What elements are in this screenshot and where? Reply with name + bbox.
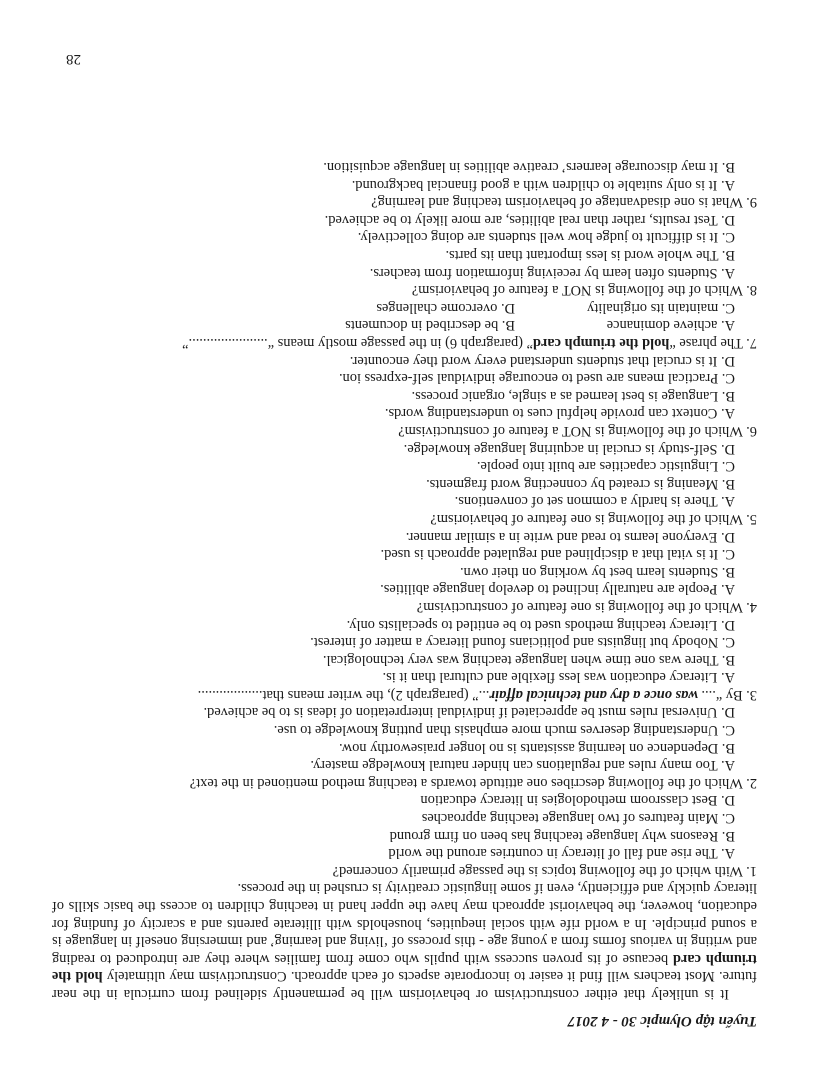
question-7-option-d: D. overcome challenges xyxy=(376,299,515,316)
question-2-option-c: C. Understanding deserves much more emphasis than putting knowledge to use. xyxy=(273,722,735,739)
page-content xyxy=(52,158,757,1030)
page-number: 28 xyxy=(66,51,81,67)
question-4-option-d: D. Everyone learns to read and write in a similar manner. xyxy=(405,528,735,545)
question-2-stem: 2. Which of the following describes one attitude towards a teaching method mentioned in the text? xyxy=(189,774,757,791)
question-2-option-b: B. Dependence on learning assistants is no longer praiseworthy now. xyxy=(339,739,735,756)
page-header: Tuyển tập Olympic 30 - 4 2017 xyxy=(567,1013,757,1029)
question-3-option-d: D. Literacy teaching methods used to be entitled to specialists only. xyxy=(346,616,735,633)
question-9-option-a: A. It is only suitable to children with a good financial background. xyxy=(351,176,735,193)
question-1-stem: 1. With which of the following topics is the passage primarily concerned? xyxy=(332,862,757,879)
question-7-stem-pre: 7. The phrase “ xyxy=(669,335,757,352)
question-8-option-a: A. Students often learn by receiving information from teachers. xyxy=(369,264,735,281)
question-3-option-c: C. Nobody but linguists and politicians found literacy a matter of interest. xyxy=(310,634,735,651)
question-3-stem-pre: 3. By “.... xyxy=(697,686,757,703)
question-9-option-b: B. It may discourage learners’ creative abilities in language acquisition. xyxy=(323,159,735,176)
question-5-option-b: B. Meaning is created by connecting word fragments. xyxy=(426,475,735,492)
question-2-option-a: A. Too many rules and regulations can hinder natural knowledge mastery. xyxy=(310,757,735,774)
question-7-stem-bold: hold the triumph card xyxy=(533,335,670,352)
question-4-stem: 4. Which of the following is one feature of constructivism? xyxy=(416,598,757,615)
question-5-option-d: D. Self-study is crucial in acquiring language knowledge. xyxy=(403,440,735,457)
question-1-option-a: A. The rise and fall of literacy in countries around the world xyxy=(388,845,735,862)
passage-text-1: It is unlikely that either constructivism or behaviorism will be permanently sidelined from curricula in the near future. Most teachers will find it easier to incorporate aspects of each approach. Constructivism may ultimately xyxy=(52,968,757,1002)
question-4-option-a: A. People are naturally inclined to develop language abilities. xyxy=(380,581,735,598)
question-1-option-b: B. Reasons why language teaching has been on firm ground xyxy=(389,827,735,844)
question-6-option-a: A. Context can provide helpful cues to understanding words. xyxy=(384,405,735,422)
passage-paragraph xyxy=(52,879,757,1002)
question-8-stem: 8. Which of the following is NOT a feature of behaviorism? xyxy=(411,282,757,299)
question-3-stem-bold: was once a dry and technical affair xyxy=(489,686,698,703)
question-8-option-b: B. The whole word is less important than its parts. xyxy=(445,247,735,264)
question-4-option-c: C. It is vital that a disciplined and regulated approach is used. xyxy=(380,546,735,563)
question-7-option-a: A. achieve dominance xyxy=(606,317,735,334)
question-4-option-b: B. Students learn best by working on their own. xyxy=(460,563,735,580)
question-6-option-c: C. Practical means are used to encourage individual self-express ion. xyxy=(338,370,735,387)
question-7-option-c: C. maintain its originality xyxy=(587,299,735,316)
question-7-stem-post: ” (paragraph 6) in the passage mostly means “......................” xyxy=(182,335,534,352)
question-8-option-c: C. It is difficult to judge how well students are doing collectively. xyxy=(357,229,735,246)
question-3-stem xyxy=(52,685,757,703)
question-3-option-b: B. There was one time when language teaching was very technological. xyxy=(322,651,735,668)
question-6-option-b: B. Language is best learned as a single, organic process. xyxy=(411,387,735,404)
passage-bold-phrase: hold the triumph card xyxy=(52,950,757,985)
question-8-option-d: D. Test results, rather than real abilities, are more likely to be achieved. xyxy=(324,211,735,228)
question-1-option-d: D. Best classroom methodologies in literacy education xyxy=(420,792,735,809)
question-6-stem: 6. Which of the following is NOT a feature of constructivism? xyxy=(398,423,757,439)
question-5-stem: 5. Which of the following is one feature of behaviorism? xyxy=(430,510,757,527)
question-5-option-c: C. Linguistic capacities are built into people. xyxy=(476,458,735,475)
question-7-options-row-2 xyxy=(52,298,757,316)
question-5-option-a: A. There is hardly a common set of conventions. xyxy=(454,493,735,510)
question-1-option-c: C. Main features of two language teaching approaches xyxy=(421,810,735,827)
question-9-stem: 9. What is one disadvantage of behaviorism teaching and learning? xyxy=(371,194,757,211)
question-3-stem-post: ...” (paragraph 2), the writer means that.................. xyxy=(197,686,490,703)
question-7-option-b: B. be described in documents xyxy=(345,317,515,334)
question-3-option-a: A. Literacy education was less flexible and cultural than it is. xyxy=(382,669,735,686)
question-6-option-d: D. It is crucial that students understand every word they encounter. xyxy=(349,352,735,369)
passage-text-2: because of its proven success with pupils who come from families where they are introduced to reading and writing in various forms from a young age - this process of ‘living and learning’ and immersing oneself in language is a sound principle. In a world rife with social inequities, households with illiterate parents and a scarcity of funding for education, however, the behaviorist approach may have the upper hand in teaching children to access the basic skills of literacy quickly and efficiently, even if some linguistic creativity is crushed in the process. xyxy=(51,880,757,967)
question-2-option-d: D. Universal rules must be appreciated if individual interpretation of ideas is to be achieved. xyxy=(203,704,735,721)
question-7-stem xyxy=(52,333,757,351)
question-7-options-row-1 xyxy=(52,316,757,334)
